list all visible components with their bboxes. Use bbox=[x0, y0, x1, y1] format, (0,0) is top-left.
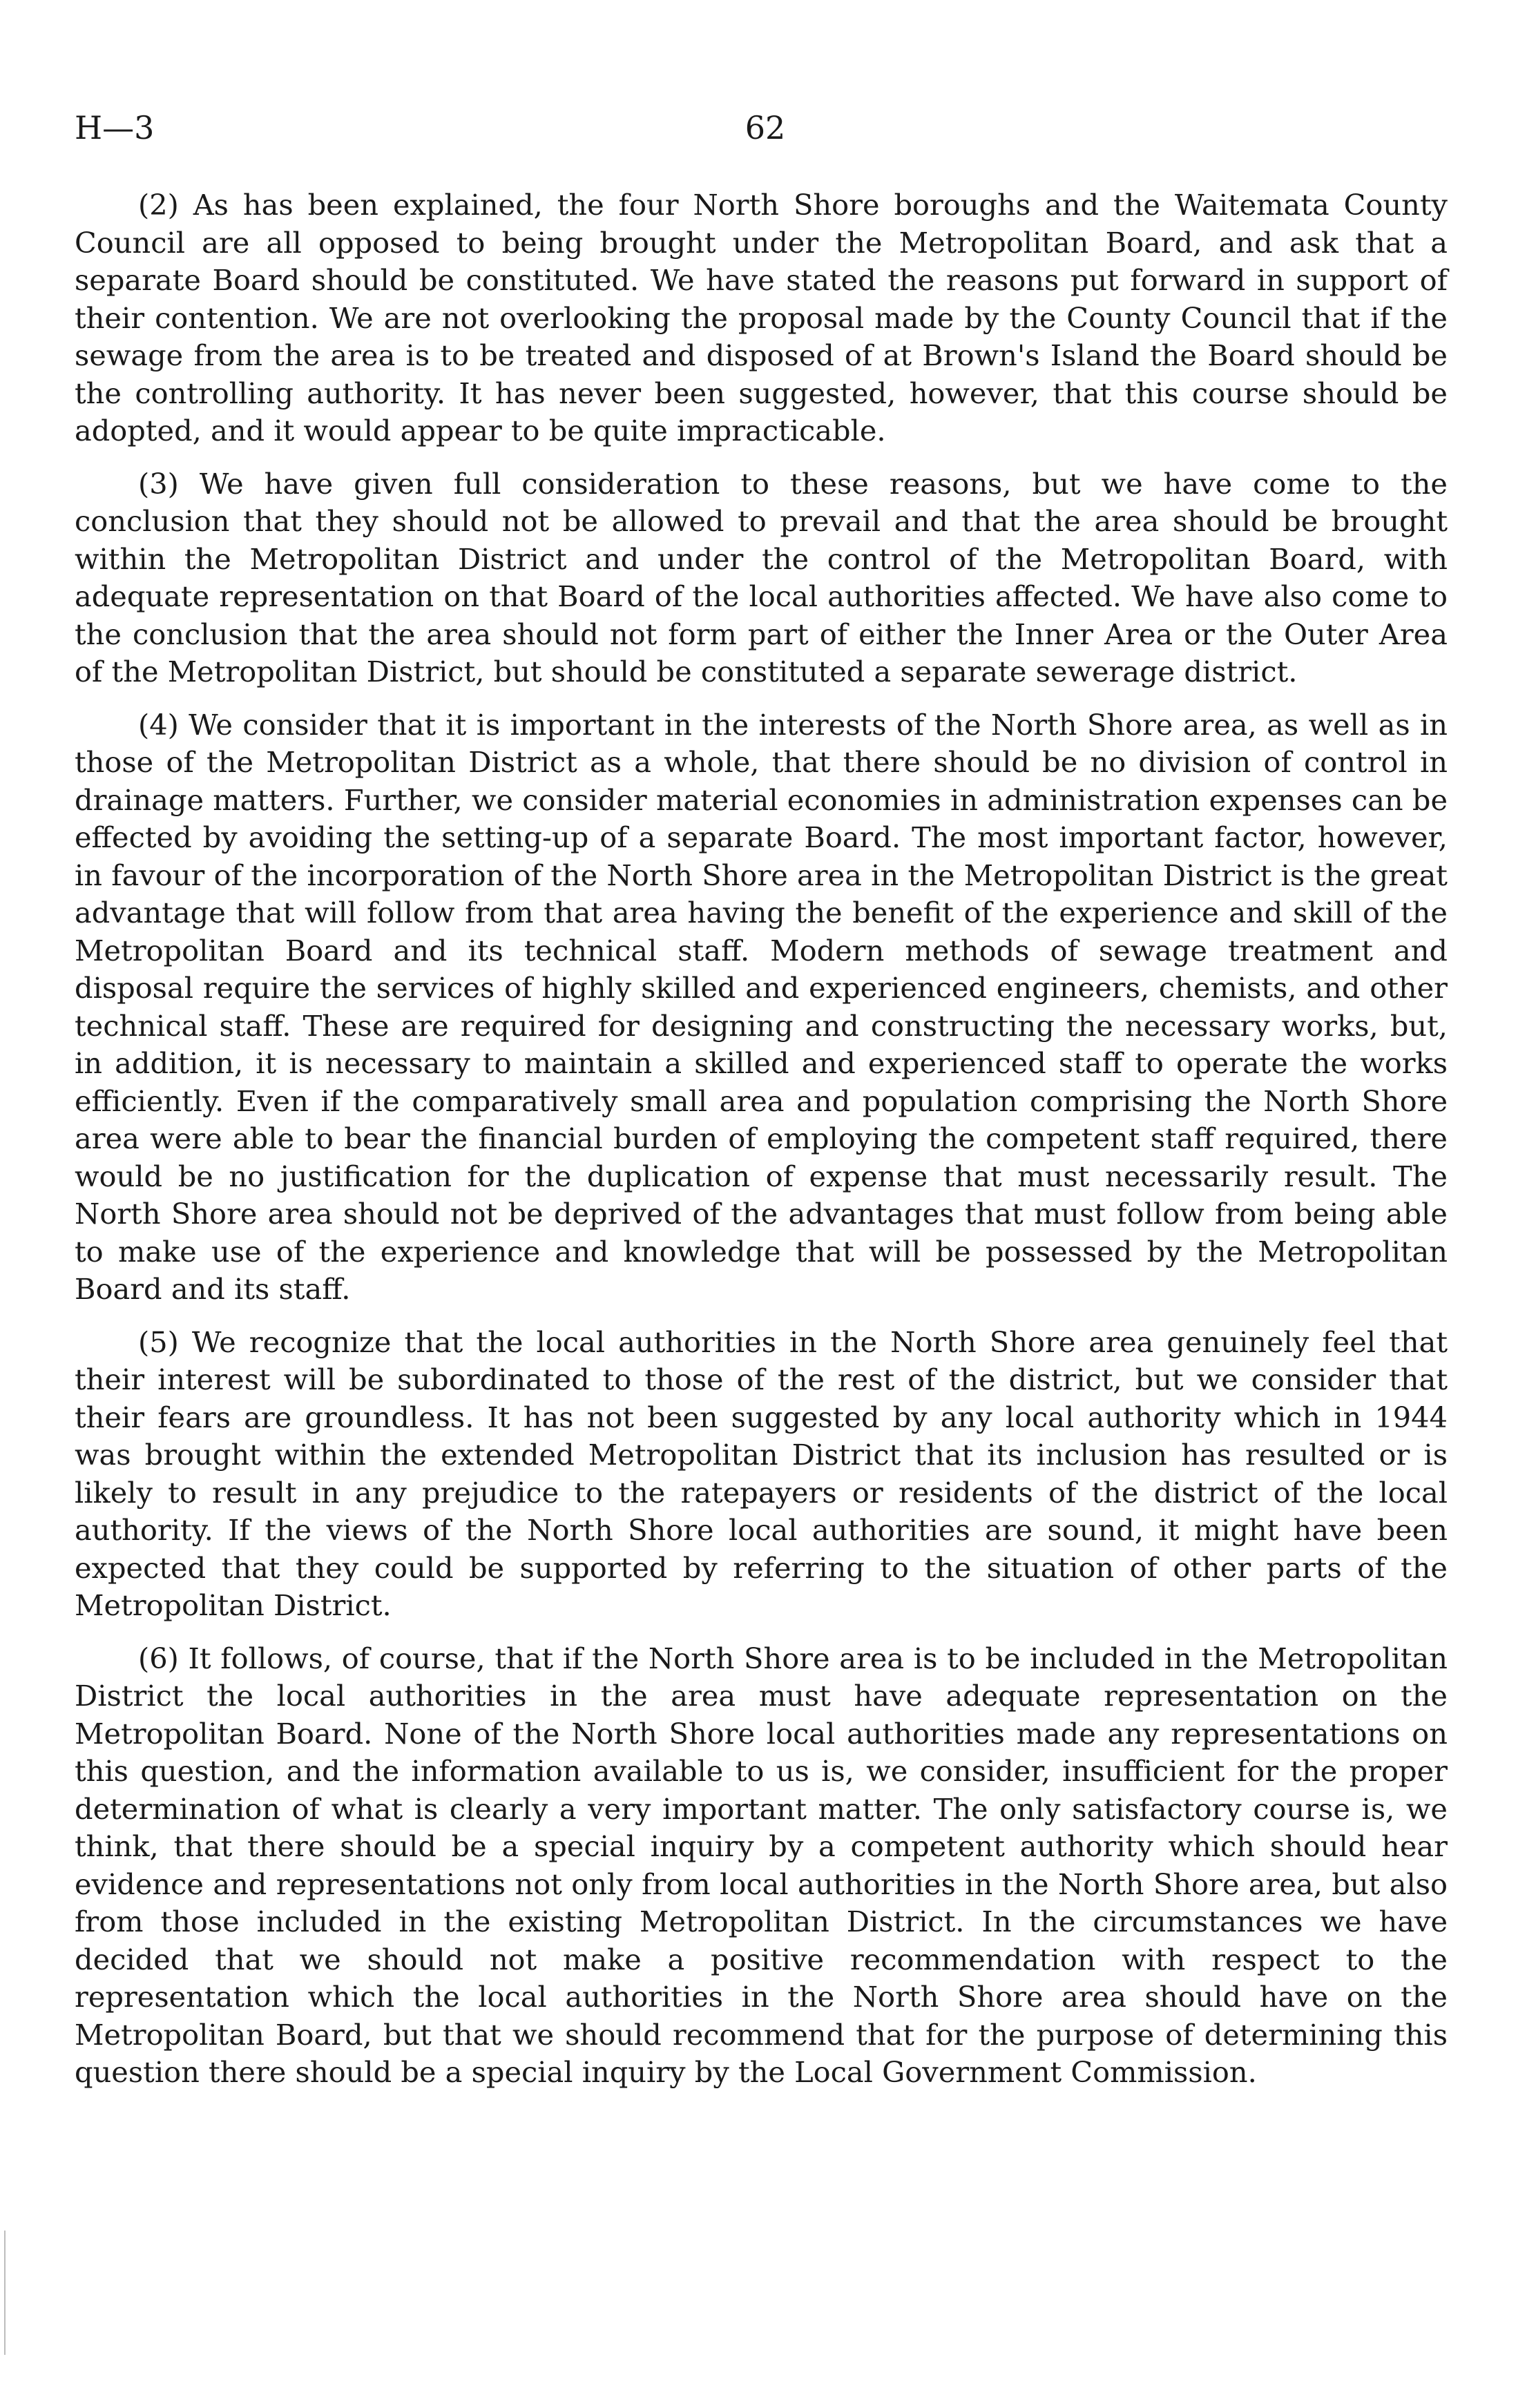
document-reference: H—3 bbox=[75, 109, 155, 146]
page-header bbox=[75, 104, 1456, 152]
paragraph-6: (6) It follows, of course, that if the North Shore area is to be included in the Metropolitan District the local authorities in the area must have adequate representation on the Metropolitan Board. None of the North Shore local authorities made any representations on this question, and the information available to us is, we consider, insufficient for the proper determination of what is clearly a very important matter. The only satisfactory course is, we think, that there should be a special inquiry by a competent authority which should hear evidence and representations not only from local authorities in the North Shore area, but also from those included in the existing Metropolitan District. In the circumstances we have decided that we should not make a positive recommendation with respect to the representation which the local authorities in the North Shore area should have on the Metropolitan Board, but that we should recommend that for the purpose of determining this question there should be a special inquiry by the Local Government Commission. bbox=[75, 1641, 1448, 2089]
report-body bbox=[75, 186, 1448, 2107]
page-number: 62 bbox=[745, 109, 786, 146]
scan-margin-line bbox=[4, 2231, 6, 2355]
paragraph-4: (4) We consider that it is important in the interests of the North Shore area, as well as in those of the Metropolitan District as a whole, that there should be no division of control in drainage matters. Further, we consider material economies in administration expenses can be effected by avoiding the setting-up of a separate Board. The most important factor, however, in favour of the incorporation of the North Shore area in the Metropolitan District is the great advantage that will follow from that area having the benefit of the experience and skill of the Metropolitan Board and its technical staff. Modern methods of sewage treatment and disposal require the services of highly skilled and experienced engineers, chemists, and other technical staff. These are required for designing and constructing the necessary works, but, in addition, it is necessary to maintain a skilled and experienced staff to operate the works efficiently. Even if the comparatively small area and population comprising the North Shore area were able to bear the financial burden of employing the competent staff required, there would be no justification for the duplication of expense that must necessarily result. The North Shore area should not be deprived of the advantages that must follow from being able to make use of the experience and knowledge that will be possessed by the Metropolitan Board and its staff. bbox=[75, 707, 1448, 1306]
paragraph-2: (2) As has been explained, the four North Shore boroughs and the Waitemata County Council are all opposed to being brought under the Metropolitan Board, and ask that a separate Board should be constituted. We have stated the reasons put forward in support of their contention. We are not overlooking the proposal made by the County Council that if the sewage from the area is to be treated and disposed of at Brown's Island the Board should be the controlling authority. It has never been suggested, however, that this course should be adopted, and it would appear to be quite impracticable. bbox=[75, 188, 1448, 447]
paragraph-3: (3) We have given full consideration to these reasons, but we have come to the conclusion that they should not be allowed to prevail and that the area should be brought within the Metropolitan District and under the control of the Metropolitan Board, with adequate representation on that Board of the local authorities affected. We have also come to the conclusion that the area should not form part of either the Inner Area or the Outer Area of the Metropolitan District, but should be constituted a separate sewerage district. bbox=[75, 466, 1448, 688]
paragraph-5: (5) We recognize that the local authorities in the North Shore area genuinely feel that their interest will be subordinated to those of the rest of the district, but we consider that their fears are groundless. It has not been suggested by any local authority which in 1944 was brought within the extended Metropolitan District that its inclusion has resulted or is likely to result in any prejudice to the ratepayers or residents of the district of the local authority. If the views of the North Shore local authorities are sound, it might have been expected that they could be supported by referring to the situation of other parts of the Metropolitan District. bbox=[75, 1325, 1448, 1622]
